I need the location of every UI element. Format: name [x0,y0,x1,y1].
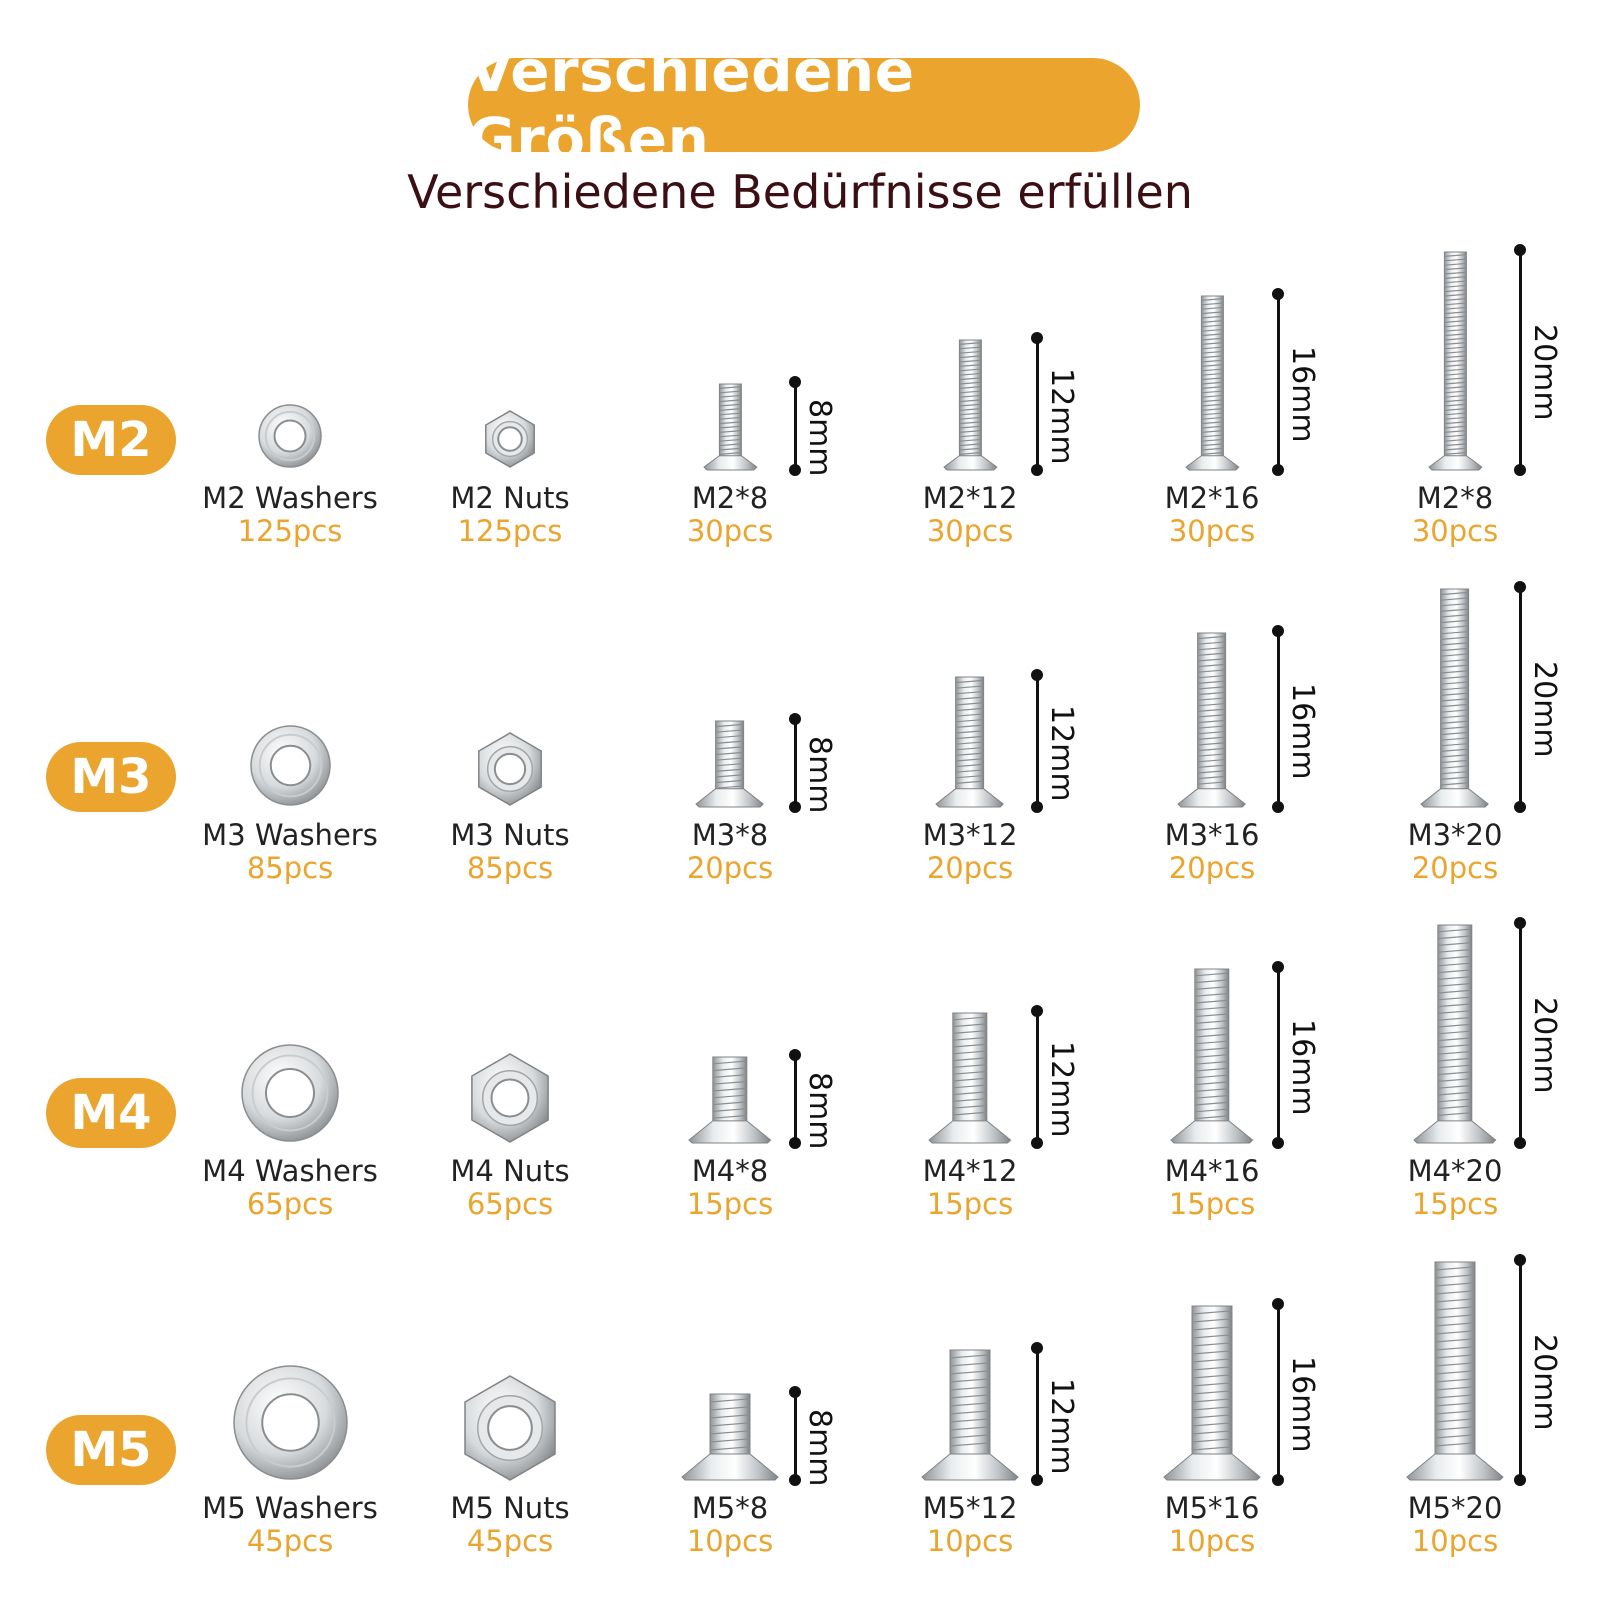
dimension-line [1031,675,1043,807]
item-name: M3*12 [922,818,1018,852]
dimension-line [1514,250,1526,470]
countersunk-screw-icon [692,719,767,811]
size-badge-m4: M4 [46,1078,176,1148]
item-caption [1097,1492,1327,1558]
item-caption [855,1492,1085,1558]
item-name: M2*8 [691,481,769,515]
dimension-label: 8mm [802,399,837,477]
item-name: M4 Nuts [450,1154,570,1188]
countersunk-screw-icon [700,382,761,474]
countersunk-screw-icon [1403,1260,1507,1484]
washer-icon [232,1364,349,1481]
item-name: M3*16 [1164,818,1260,852]
item-name: M3*20 [1407,818,1503,852]
item-caption [395,482,625,548]
item-name: M3 Washers [202,818,378,852]
item-name: M5 Washers [202,1491,378,1525]
item-caption [1097,1155,1327,1221]
item-caption [855,482,1085,548]
size-badge-m5: M5 [46,1415,176,1485]
dimension-line [1514,1260,1526,1480]
dimension-label: 16mm [1285,683,1320,780]
item-count: 45pcs [246,1524,334,1558]
countersunk-screw-icon [1174,631,1249,811]
item-count: 10pcs [1411,1524,1499,1558]
item-count: 85pcs [246,851,334,885]
item-count: 65pcs [466,1187,554,1221]
item-caption [175,1155,405,1221]
dimension-label: 12mm [1044,1378,1079,1475]
item-name: M4*20 [1407,1154,1503,1188]
countersunk-screw-icon [940,338,1001,474]
item-name: M4*16 [1164,1154,1260,1188]
item-name: M5*8 [691,1491,769,1525]
item-count: 125pcs [457,514,563,548]
washer-icon [257,403,323,469]
size-badge-m2: M2 [46,405,176,475]
item-count: 30pcs [926,514,1014,548]
countersunk-screw-icon [932,675,1007,811]
item-count: 10pcs [686,1524,774,1558]
item-count: 15pcs [686,1187,774,1221]
dimension-line [1514,587,1526,807]
item-caption [175,482,405,548]
dimension-label: 12mm [1044,368,1079,465]
countersunk-screw-icon [1425,250,1486,474]
washer-icon [240,1043,340,1143]
dimension-line [1031,1011,1043,1143]
dimension-line [1031,1348,1043,1480]
item-name: M4 Washers [202,1154,378,1188]
item-name: M2*16 [1164,481,1260,515]
dimension-line [789,719,801,807]
item-caption [615,1492,845,1558]
item-name: M2 Nuts [450,481,570,515]
hex-nut-icon [472,731,548,807]
dimension-line [789,382,801,470]
item-caption [395,819,625,885]
item-count: 65pcs [246,1187,334,1221]
item-caption [855,819,1085,885]
item-count: 15pcs [1168,1187,1256,1221]
item-name: M2*8 [1416,481,1494,515]
dimension-line [1272,294,1284,470]
countersunk-screw-icon [925,1011,1015,1147]
dimension-line [1272,1304,1284,1480]
dimension-label: 16mm [1285,1019,1320,1116]
item-count: 15pcs [926,1187,1014,1221]
item-caption [175,1492,405,1558]
item-count: 30pcs [1411,514,1499,548]
item-caption [615,819,845,885]
item-caption [395,1492,625,1558]
item-count: 20pcs [686,851,774,885]
title-banner [468,37,1140,173]
item-count: 30pcs [1168,514,1256,548]
dimension-line [1031,338,1043,470]
page-title: Verschiedene Größen [468,37,915,173]
page-subtitle: Verschiedene Bedürfnisse erfüllen [407,165,1193,219]
item-caption [1340,819,1570,885]
item-name: M5*20 [1407,1491,1503,1525]
hex-nut-icon [456,1374,564,1482]
dimension-label: 20mm [1527,661,1562,758]
item-count: 30pcs [686,514,774,548]
item-name: M4*12 [922,1154,1018,1188]
dimension-label: 20mm [1527,324,1562,421]
item-caption [615,482,845,548]
item-count: 10pcs [1168,1524,1256,1558]
item-caption [1340,482,1570,548]
item-name: M5*12 [922,1491,1018,1525]
item-name: M2 Washers [202,481,378,515]
item-name: M5 Nuts [450,1491,570,1525]
item-caption [1340,1155,1570,1221]
washer-icon [249,724,332,807]
item-caption [1097,819,1327,885]
item-caption [175,819,405,885]
item-count: 85pcs [466,851,554,885]
item-count: 125pcs [237,514,343,548]
dimension-line [789,1055,801,1143]
item-caption [395,1155,625,1221]
dimension-line [1514,923,1526,1143]
dimension-label: 16mm [1285,1356,1320,1453]
dimension-label: 8mm [802,1409,837,1487]
item-count: 20pcs [1411,851,1499,885]
item-count: 20pcs [1168,851,1256,885]
countersunk-screw-icon [1182,294,1243,474]
dimension-label: 12mm [1044,1041,1079,1138]
countersunk-screw-icon [1167,967,1257,1147]
countersunk-screw-icon [1417,587,1492,811]
dimension-line [789,1392,801,1480]
item-name: M4*8 [691,1154,769,1188]
item-caption [1340,1492,1570,1558]
countersunk-screw-icon [685,1055,775,1147]
hex-nut-icon [480,409,540,469]
dimension-line [1272,967,1284,1143]
hex-nut-icon [464,1052,556,1144]
dimension-label: 8mm [802,736,837,814]
dimension-label: 12mm [1044,705,1079,802]
size-badge-m3: M3 [46,742,176,812]
item-caption [615,1155,845,1221]
item-count: 15pcs [1411,1187,1499,1221]
item-count: 45pcs [466,1524,554,1558]
countersunk-screw-icon [1160,1304,1264,1484]
dimension-label: 20mm [1527,1334,1562,1431]
item-caption [1097,482,1327,548]
item-count: 20pcs [926,851,1014,885]
dimension-label: 16mm [1285,346,1320,443]
item-caption [855,1155,1085,1221]
item-name: M2*12 [922,481,1018,515]
countersunk-screw-icon [678,1392,782,1484]
countersunk-screw-icon [918,1348,1022,1484]
dimension-label: 8mm [802,1072,837,1150]
dimension-label: 20mm [1527,997,1562,1094]
item-name: M5*16 [1164,1491,1260,1525]
item-name: M3 Nuts [450,818,570,852]
item-count: 10pcs [926,1524,1014,1558]
countersunk-screw-icon [1410,923,1500,1147]
item-name: M3*8 [691,818,769,852]
dimension-line [1272,631,1284,807]
